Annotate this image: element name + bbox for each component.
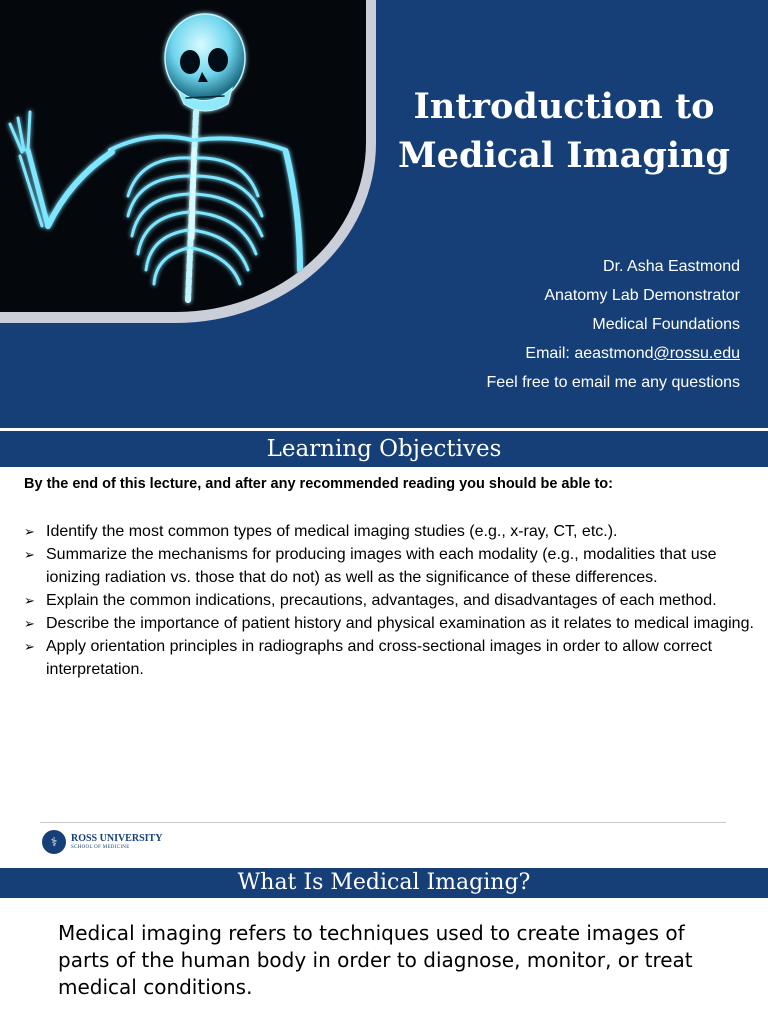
objectives-list [24,520,759,681]
objectives-intro: By the end of this lecture, and after any recommended reading you should be able to: [24,476,613,492]
what-is-header: What Is Medical Imaging? [0,868,768,898]
objective-text: Explain the common indications, precautions, advantages, and disadvantages of each method. [46,592,717,609]
definition-text: Medical imaging refers to techniques used to create images of parts of the human body in order to diagnose, monitor, or treat medical conditions. [58,921,693,999]
arrow-bullet-icon: ➢ [24,616,35,631]
email-line [487,339,740,368]
presentation-title [378,82,750,180]
email-label: Email: aeastmond [525,345,654,362]
logo-subtitle: SCHOOL OF MEDICINE [71,845,130,850]
objective-text: Summarize the mechanisms for producing images with each modality (e.g., modalities that use ionizing radiation vs. those that do not) as well as the significance of these differences. [46,546,717,586]
objective-item [24,543,759,589]
skeleton-xray-image [0,0,366,312]
logo-text [71,833,162,851]
logo-name: ROSS UNIVERSITY [71,833,163,844]
title-line-1: Introduction to [413,86,715,127]
objective-text: Identify the most common types of medical imaging studies (e.g., x-ray, CT, etc.). [46,523,618,540]
footer-divider [40,822,726,823]
arrow-bullet-icon: ➢ [24,593,35,608]
university-logo [42,828,162,856]
photo-frame [0,0,376,323]
objective-text: Apply orientation principles in radiographs and cross-sectional images in order to allow correct interpretation. [46,638,713,678]
objectives-header: Learning Objectives [0,431,768,467]
objective-text: Describe the importance of patient history and physical examination as it relates to medical imaging. [46,615,754,632]
presenter-role: Anatomy Lab Demonstrator [544,287,740,304]
objective-item [24,635,759,681]
email-link[interactable]: @rossu.edu [653,345,740,362]
title-slide [0,0,768,428]
caduceus-seal-icon: ⚕ [42,830,66,854]
objective-item [24,589,759,612]
objective-item [24,520,759,543]
course-name: Medical Foundations [592,316,740,333]
objective-item [24,612,759,635]
skeleton-xray-icon [0,0,366,312]
arrow-bullet-icon: ➢ [24,639,35,654]
contact-note: Feel free to email me any questions [486,374,740,391]
arrow-bullet-icon: ➢ [24,524,35,539]
title-line-2: Medical Imaging [397,135,731,176]
arrow-bullet-icon: ➢ [24,547,35,562]
presenter-info [487,252,740,397]
presenter-name: Dr. Asha Eastmond [603,258,740,275]
